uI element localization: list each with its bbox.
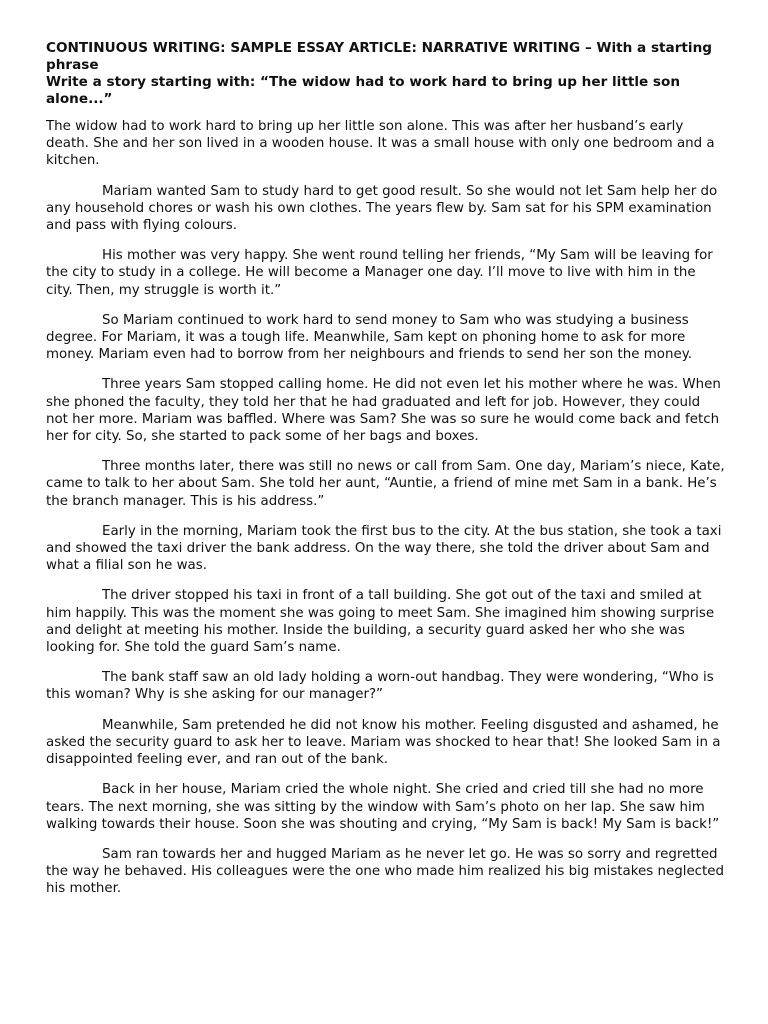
paragraph-7: Early in the morning, Mariam took the first bus to the city. At the bus station, she took a taxi and showed the taxi driver the bank address. On the way there, she told the driver about Sam and what a filial son he was.	[46, 523, 722, 574]
paragraph-1: The widow had to work hard to bring up her little son alone. This was after her husband’s early death. She and her son lived in a wooden house. It was a small house with only one bedroom and a kitchen.	[46, 119, 715, 169]
paragraph-9: The bank staff saw an old lady holding a worn-out handbag. They were wondering, “Who is this woman? Why is she asking for our manager?”	[46, 670, 714, 703]
paragraph-2: Mariam wanted Sam to study hard to get good result. So she would not let Sam help her do any household chores or wash his own clothes. The years flew by. Sam sat for his SPM examination and pass with flying colours.	[46, 183, 718, 234]
essay-prompt: Write a story starting with: “The widow had to work hard to bring up her little son alone...”	[46, 74, 681, 107]
paragraph-3: His mother was very happy. She went round telling her friends, “My Sam will be leaving for the city to study in a college. He will become a Manager one day. I’ll move to live with him in the city. Then, my struggle is worth it.”	[46, 248, 713, 298]
essay-heading: CONTINUOUS WRITING: SAMPLE ESSAY ARTICLE: NARRATIVE WRITING – With a starting phrase	[46, 40, 712, 73]
paragraph-4: So Mariam continued to work hard to send money to Sam who was studying a business degree. For Mariam, it was a tough life. Meanwhile, Sam kept on phoning home to ask for more money. Mariam even had to borrow from her neighbours and friends to send her son the money.	[46, 312, 692, 363]
paragraph-6: Three months later, there was still no news or call from Sam. One day, Mariam’s niece, Kate, came to talk to her about Sam. She told her aunt, “Auntie, a friend of mine met Sam in a bank. He’s the branch manager. This is his address.”	[46, 459, 725, 509]
paragraph-11: Back in her house, Mariam cried the whole night. She cried and cried till she had no more tears. The next morning, she was sitting by the window with Sam’s photo on her lap. She saw him walking towards their house. Soon she was shouting and crying, “My Sam is back! My Sam is back!”	[46, 782, 720, 832]
document-page	[46, 40, 726, 911]
paragraph-5: Three years Sam stopped calling home. He did not even let his mother where he was. When she phoned the faculty, they told her that he had graduated and left for job. However, they could not her more. Mariam was baffled. Where was Sam? She was so sure he would come back and fetch her for city. So, she started to pack some of her bags and boxes.	[46, 377, 721, 445]
paragraph-12: Sam ran towards her and hugged Mariam as he never let go. He was so sorry and regretted the way he behaved. His colleagues were the one who made him realized his big mistakes neglected his mother.	[46, 846, 725, 897]
paragraph-10: Meanwhile, Sam pretended he did not know his mother. Feeling disgusted and ashamed, he asked the security guard to ask her to leave. Mariam was shocked to hear that! She looked Sam in a disappointed feeling ever, and ran out of the bank.	[46, 717, 721, 768]
paragraph-8: The driver stopped his taxi in front of a tall building. She got out of the taxi and smiled at him happily. This was the moment she was going to meet Sam. She imagined him showing surprise and delight at meeting his mother. Inside the building, a security guard asked her who she was looking for. She told the guard Sam’s name.	[46, 588, 715, 656]
